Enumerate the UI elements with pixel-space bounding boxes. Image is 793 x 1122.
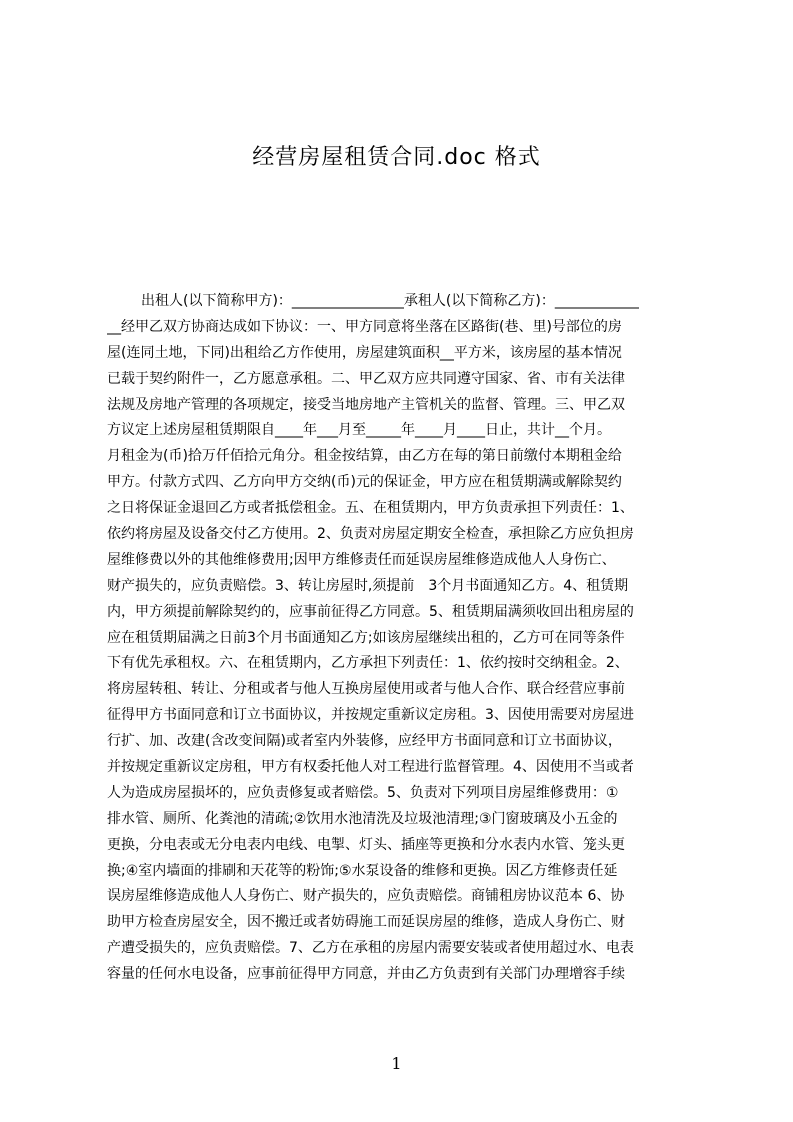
body-line: 下有优先承租权。六、在租赁期内，乙方承担下列责任：1、依约按时交纳租金。2、 <box>107 655 629 672</box>
body-line: 征得甲方书面同意和订立书面协议，并按规定重新议定房租。3、因使用需要对房屋进 <box>107 707 634 724</box>
body-line: 方议定上述房屋租赁期限自____年___月至_____年____月____日止，共计__个月。 <box>107 422 611 439</box>
contract-body <box>107 289 701 988</box>
body-line: 行扩、加、改建(含改变间隔)或者室内外装修，应经甲方书面同意和订立书面协议， <box>107 733 622 750</box>
body-line: __经甲乙双方协商达成如下协议：一、甲方同意将坐落在区路街(巷、里)号部位的房 <box>107 318 622 335</box>
body-line: 甲方。付款方式四、乙方向甲方交纳(币)元的保证金，甲方应在租赁期满或解除契约 <box>107 474 622 491</box>
body-line: 人为造成房屋损坏的，应负责修复或者赔偿。5、负责对下列项目房屋维修费用：① <box>107 784 619 801</box>
body-line: 误房屋维修造成他人人身伤亡、财产损失的，应负责赔偿。商铺租房协议范本 6、协 <box>107 888 625 905</box>
body-line: 月租金为(币)拾万仟佰拾元角分。租金按结算，由乙方在每的第日前缴付本期租金给 <box>107 448 622 465</box>
body-line: 容量的任何水电设备，应事前征得甲方同意，并由乙方负责到有关部门办理增容手续 <box>107 966 625 983</box>
body-line: 屋(连同土地，下同)出租给乙方作使用，房屋建筑面积__平方米，该房屋的基本情况 <box>107 344 622 361</box>
body-line: 已载于契约附件一，乙方愿意承租。二、甲乙双方应共同遵守国家、省、市有关法律 <box>107 370 625 387</box>
body-line: 排水管、厕所、化粪池的清疏;②饮用水池清洗及垃圾池清理;③门窗玻璃及小五金的 <box>107 810 618 827</box>
body-line: 屋维修费以外的其他维修费用;因甲方维修责任而延误房屋维修造成他人人身伤亡、 <box>107 551 616 568</box>
body-line: 财产损失的，应负责赔偿。3、转让房屋时,须提前 3个月书面通知乙方。4、租赁期 <box>107 577 629 594</box>
body-line: 换;④室内墙面的排刷和天花等的粉饰;⑤水泵设备的维修和更换。因乙方维修责任延 <box>107 862 618 879</box>
body-line: 助甲方检查房屋安全，因不搬迁或者妨碍施工而延误房屋的维修，造成人身伤亡、财 <box>107 914 625 931</box>
body-line: 法规及房地产管理的各项规定，接受当地房地产主管机关的监督、管理。三、甲乙双 <box>107 396 625 413</box>
body-line: 之日将保证金退回乙方或者抵偿租金。五、在租赁期内，甲方负责承担下列责任：1、 <box>107 500 634 517</box>
body-line: 产遭受损失的，应负责赔偿。7、乙方在承租的房屋内需要安装或者使用超过水、电表 <box>107 940 634 957</box>
body-line: 内，甲方须提前解除契约的，应事前征得乙方同意。5、租赁期届满须收回出租房屋的 <box>107 603 634 620</box>
body-line: 依约将房屋及设备交付乙方使用。2、负责对房屋定期安全检查，承担除乙方应负担房 <box>107 526 634 543</box>
body-line: 应在租赁期届满之日前3个月书面通知乙方;如该房屋继续出租的，乙方可在同等条件 <box>107 629 625 646</box>
body-line: 并按规定重新议定房租，甲方有权委托他人对工程进行监督管理。4、因使用不当或者 <box>107 759 634 776</box>
document-title: 经营房屋租赁合同.doc 格式 <box>252 145 541 170</box>
body-line: 更换，分电表或无分电表内电线、电掣、灯头、插座等更换和分水表内水管、笼头更 <box>107 836 625 853</box>
body-line: 将房屋转租、转让、分租或者与他人互换房屋使用或者与他人合作、联合经营应事前 <box>107 681 625 698</box>
body-line: 出租人(以下简称甲方)：________________承租人(以下简称乙方)：____________ <box>141 293 639 309</box>
page-number: 1 <box>391 1054 402 1073</box>
